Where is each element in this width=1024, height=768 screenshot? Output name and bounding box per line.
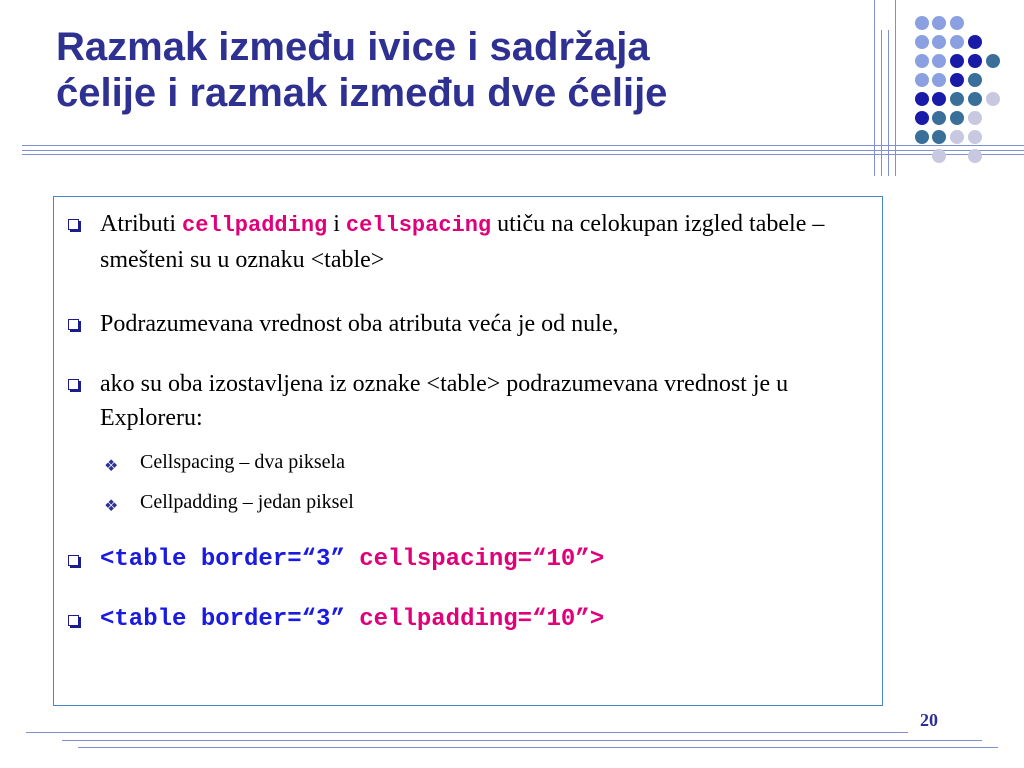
bullet-text: Atributi — [100, 211, 182, 237]
square-bullet-icon — [68, 615, 79, 626]
slide-title — [56, 24, 856, 116]
bullet-text: i — [327, 211, 346, 237]
sub-bullet-text: Cellspacing – dva piksela — [140, 451, 345, 473]
code-table-border: <table border=“3” — [100, 606, 360, 633]
page-number: 20 — [920, 710, 938, 730]
code-cellspacing-value: cellspacing=“10”> — [359, 546, 605, 573]
code-attr-cellspacing: cellspacing — [345, 213, 492, 238]
code-table-border: <table border=“3” — [100, 546, 360, 573]
code-cellpadding-value: cellpadding=“10”> — [359, 606, 605, 633]
diamond-bullet-icon: ❖ — [104, 496, 119, 515]
sub-bullet-text: Cellpadding – jedan piksel — [140, 491, 354, 513]
square-bullet-icon — [68, 379, 79, 390]
square-bullet-icon — [68, 319, 79, 330]
square-bullet-icon — [68, 219, 79, 230]
bullet-text: Podrazumevana vrednost oba atributa veća je od nule, — [100, 311, 619, 337]
bullet-text: utiču na celokupan izgled tabele – smešteni su u oznaku <table> — [100, 211, 825, 273]
code-attr-cellpadding: cellpadding — [182, 213, 328, 238]
diamond-bullet-icon: ❖ — [104, 456, 119, 475]
title-line-2: ćelije i razmak između dve ćelije — [56, 71, 668, 115]
square-bullet-icon — [68, 555, 79, 566]
content-box — [53, 196, 883, 706]
title-line-1: Razmak između ivice i sadržaja — [56, 25, 650, 69]
bullet-text: ako su oba izostavljena iz oznake <table> podrazumevana vrednost je u Exploreru: — [100, 371, 789, 431]
